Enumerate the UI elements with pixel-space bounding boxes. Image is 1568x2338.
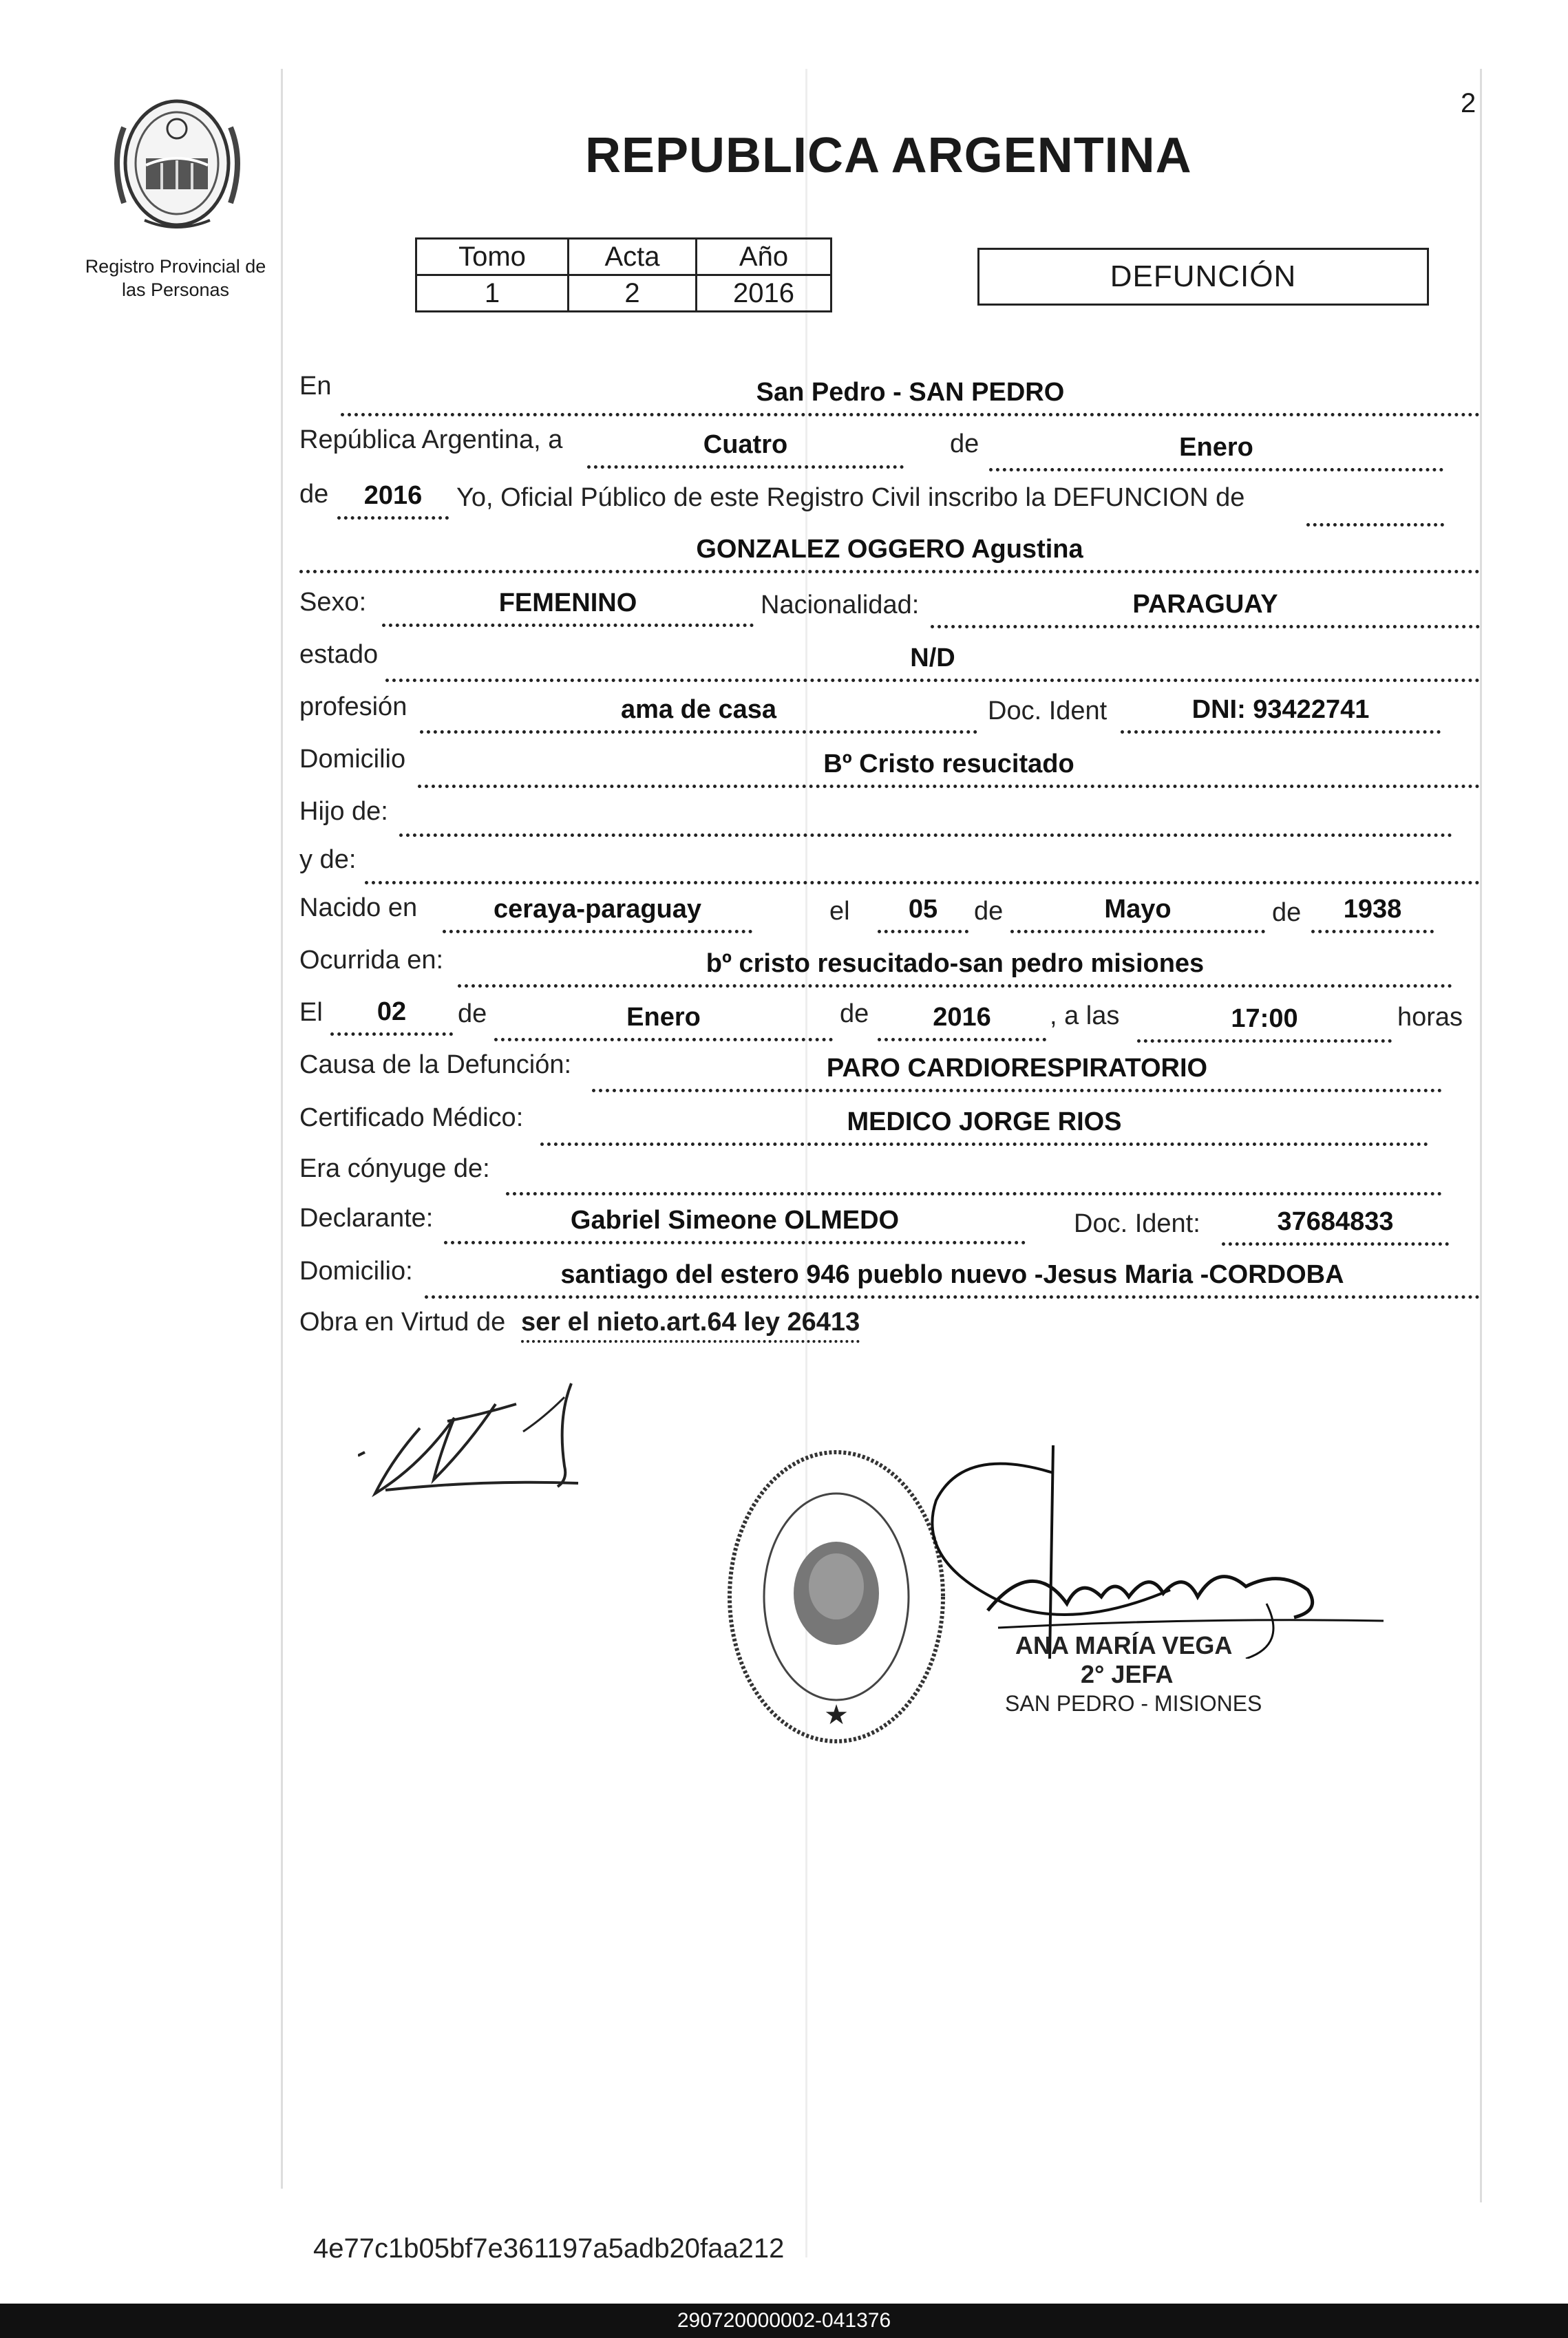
field-estado: N/D: [385, 646, 1480, 682]
field-obra-virtud: ser el nieto.art.64 ley 26413: [521, 1308, 860, 1343]
field-dia: Cuatro: [587, 432, 904, 469]
label-ocurrida-en: Ocurrida en:: [299, 946, 444, 975]
field-declarante: Gabriel Simeone OLMEDO: [444, 1208, 1026, 1244]
document-hash: 4e77c1b05bf7e361197a5adb20faa212: [313, 2233, 785, 2264]
field-nacido-lugar: ceraya-paraguay: [443, 897, 752, 933]
field-def-dia: 02: [330, 999, 453, 1036]
label-de-def-mes: de: [458, 999, 487, 1028]
footer-code-bar: [0, 2304, 1568, 2338]
label-de-mes: de: [950, 429, 979, 458]
field-ocurrida-en: bº cristo resucitado-san pedro misiones: [458, 951, 1452, 988]
table-header-anio: Año: [697, 239, 831, 275]
registry-name-line1: Registro Provincial de: [85, 256, 266, 277]
label-declarante: Declarante:: [299, 1204, 434, 1233]
field-nacido-anio: 1938: [1311, 897, 1434, 933]
field-mes: Enero: [989, 435, 1443, 471]
label-de-def-anio: de: [840, 999, 869, 1028]
label-sexo: Sexo:: [299, 588, 367, 617]
field-conyuge: [506, 1159, 1442, 1195]
registry-name: [62, 255, 289, 301]
label-horas: horas: [1397, 1003, 1463, 1032]
province-seal: [103, 86, 251, 237]
field-causa: PARO CARDIORESPIRATORIO: [592, 1056, 1442, 1092]
field-blank-cont: [1306, 490, 1444, 527]
stamp-official-block: [1005, 1631, 1294, 1718]
label-nacido-en: Nacido en: [299, 893, 418, 922]
label-nacionalidad: Nacionalidad:: [761, 591, 920, 619]
register-table: [415, 237, 832, 312]
field-lugar: San Pedro - SAN PEDRO: [341, 380, 1480, 416]
label-y-de: y de:: [299, 845, 357, 874]
field-y-de: [365, 848, 1480, 884]
label-hijo-de: Hijo de:: [299, 797, 388, 826]
field-nacionalidad: PARAGUAY: [931, 592, 1480, 628]
field-def-hora: 17:00: [1137, 1006, 1392, 1043]
field-declarante-doc: 37684833: [1222, 1209, 1449, 1246]
right-margin-line: [1480, 69, 1482, 2202]
label-conyuge: Era cónyuge de:: [299, 1154, 490, 1183]
field-profesion: ama de casa: [420, 697, 977, 734]
label-de-nac-mes: de: [974, 897, 1004, 926]
table-value-anio: 2016: [697, 275, 831, 312]
table-header-acta: Acta: [569, 239, 697, 275]
label-de-nac-anio: de: [1272, 898, 1302, 927]
label-domicilio: Domicilio: [299, 745, 406, 774]
label-profesion: profesión: [299, 692, 407, 721]
footer-code: 290720000002-041376: [677, 2309, 891, 2332]
registry-name-line2: las Personas: [121, 279, 230, 300]
record-type-box: DEFUNCIÓN: [977, 248, 1429, 306]
field-nacido-mes: Mayo: [1010, 897, 1265, 933]
label-de-anio: de: [299, 480, 329, 509]
label-republica: República Argentina, a: [299, 425, 563, 454]
field-anio: 2016: [337, 483, 449, 520]
label-obra-virtud: Obra en Virtud de: [299, 1308, 506, 1337]
table-value-acta: 2: [569, 275, 697, 312]
label-yo-oficial: Yo, Oficial Público de este Registro Civil inscribo la DEFUNCION de: [456, 483, 1245, 512]
field-def-anio: 2016: [878, 1005, 1046, 1041]
page-title: REPUBLICA ARGENTINA: [585, 128, 1192, 183]
field-certificado: MEDICO JORGE RIOS: [540, 1109, 1428, 1146]
field-sexo: FEMENINO: [382, 591, 754, 627]
label-el-cap: El: [299, 998, 323, 1027]
official-signature: [922, 1438, 1390, 1659]
page-number: 2: [1461, 88, 1476, 118]
declarant-signature: [358, 1377, 592, 1507]
field-domicilio: Bº Cristo resucitado: [418, 752, 1480, 788]
label-doc-ident: Doc. Ident: [988, 697, 1108, 725]
field-documento: DNI: 93422741: [1121, 697, 1441, 734]
field-nacido-dia: 05: [878, 897, 968, 933]
label-en: En: [299, 372, 332, 401]
official-stamp: [719, 1442, 953, 1752]
label-causa: Causa de la Defunción:: [299, 1050, 572, 1079]
field-declarante-domicilio: santiago del estero 946 pueblo nuevo -Jesus Maria -CORDOBA: [425, 1262, 1480, 1299]
official-name: ANA MARÍA VEGA: [1015, 1631, 1233, 1659]
label-doc-ident2: Doc. Ident:: [1074, 1209, 1200, 1238]
field-hijo-de: [399, 800, 1452, 837]
left-margin-line: [281, 69, 283, 2189]
label-a-las: , a las: [1050, 1001, 1120, 1030]
label-domicilio2: Domicilio:: [299, 1257, 413, 1286]
field-def-mes: Enero: [494, 1005, 833, 1041]
field-fallecido: GONZALEZ OGGERO Agustina: [299, 537, 1480, 573]
official-place: SAN PEDRO - MISIONES: [1005, 1691, 1262, 1716]
label-estado: estado: [299, 640, 379, 669]
label-el: el: [829, 897, 850, 926]
label-certificado: Certificado Médico:: [299, 1103, 524, 1132]
table-header-tomo: Tomo: [416, 239, 569, 275]
svg-text:★: ★: [824, 1699, 849, 1731]
official-role: 2° JEFA: [1081, 1660, 1174, 1688]
table-value-tomo: 1: [416, 275, 569, 312]
